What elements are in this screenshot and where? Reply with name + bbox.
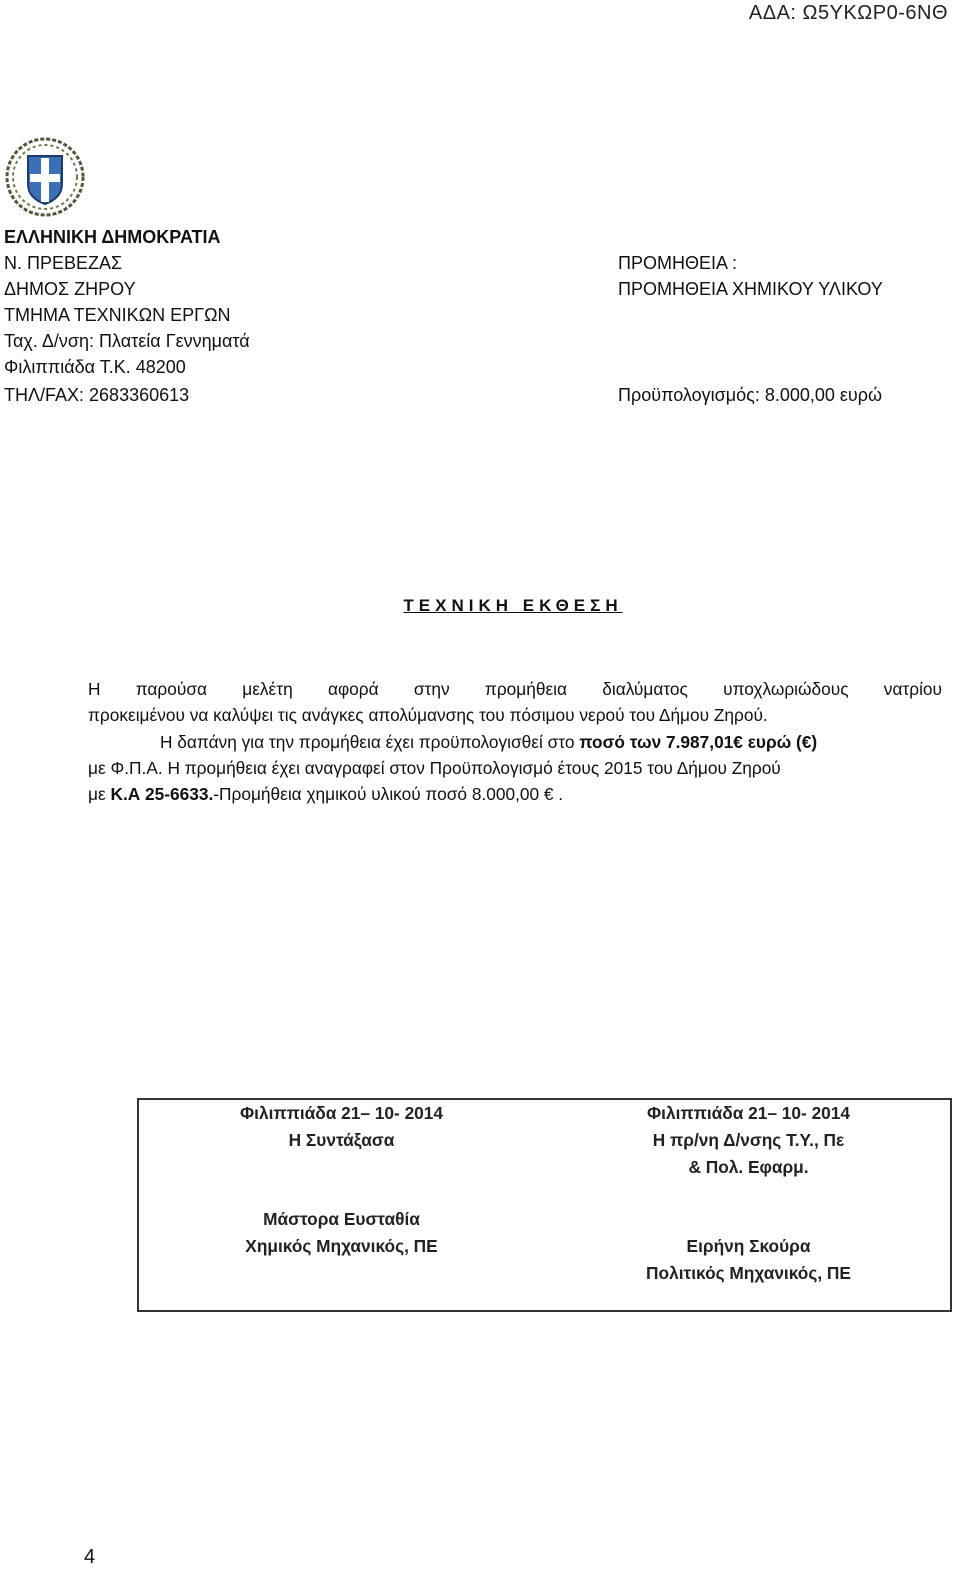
header-prefecture: Ν. ΠΡΕΒΕΖΑΣ bbox=[4, 253, 123, 273]
signature-right-role-2: & Πολ. Εφαρμ. bbox=[688, 1157, 809, 1177]
header-republic: ΕΛΛΗΝΙΚΗ ΔΗΜΟΚΡΑΤΙΑ bbox=[4, 227, 221, 247]
page-number: 4 bbox=[84, 1546, 96, 1568]
project-name: ΠΡΟΜΗΘΕΙΑ ΧΗΜΙΚΟΥ ΥΛΙΚΟΥ bbox=[618, 279, 883, 299]
paragraph-2-line-1-text: Η δαπάνη για την προμήθεια έχει προϋπολογισθεί στο bbox=[160, 732, 580, 752]
signature-right bbox=[546, 1100, 951, 1287]
header-address: Ταχ. Δ/νση: Πλατεία Γεννηματά bbox=[4, 331, 250, 351]
signature-right-name: Ειρήνη Σκούρα bbox=[686, 1236, 811, 1256]
signature-left bbox=[139, 1100, 544, 1260]
project-budget: Προϋπολογισμός: 8.000,00 ευρώ bbox=[618, 385, 883, 405]
paragraph-2-line-3-pre: με bbox=[88, 784, 111, 804]
signature-left-title: Χημικός Μηχανικός, ΠΕ bbox=[245, 1236, 438, 1256]
project-label: ΠΡΟΜΗΘΕΙΑ : bbox=[618, 253, 738, 273]
signature-right-date: Φιλιππιάδα 21– 10- 2014 bbox=[646, 1103, 851, 1123]
signature-left-role: Η Συντάξασα bbox=[288, 1130, 395, 1150]
signature-box bbox=[137, 1098, 952, 1312]
paragraph-2-line-1 bbox=[88, 729, 942, 755]
greek-emblem-icon bbox=[4, 136, 86, 218]
amount-bold: ποσό των 7.987,01€ ευρώ (€) bbox=[579, 732, 818, 752]
header-department: ΤΜΗΜΑ ΤΕΧΝΙΚΩΝ ΕΡΓΩΝ bbox=[4, 305, 231, 325]
header-municipality: ΔΗΜΟΣ ΖΗΡΟΥ bbox=[4, 279, 136, 299]
paragraph-2-line-2: με Φ.Π.Α. Η προμήθεια έχει αναγραφεί στον Προϋπολογισμό έτους 2015 του Δήμου Ζηρού bbox=[88, 758, 781, 778]
paragraph-2-line-3-post: -Προμήθεια χημικού υλικού ποσό 8.000,00 € . bbox=[213, 784, 564, 804]
paragraph-1-line-1: Η παρούσα μελέτη αφορά στην προμήθεια διαλύματος υποχλωριώδους νατρίου bbox=[88, 679, 942, 699]
signature-right-title: Πολιτικός Μηχανικός, ΠΕ bbox=[646, 1263, 851, 1283]
signature-right-role-1: Η πρ/νη Δ/νσης Τ.Υ., Πε bbox=[652, 1130, 845, 1150]
paragraph-2-line-3 bbox=[88, 781, 942, 807]
signature-left-name: Μάστορα Ευσταθία bbox=[263, 1209, 420, 1229]
paragraph-1-line-2: προκειμένου να καλύψει τις ανάγκες απολύμανσης του πόσιμου νερού του Δήμου Ζηρού. bbox=[88, 705, 768, 725]
header-phone: ΤΗΛ/FAX: 2683360613 bbox=[4, 385, 190, 405]
budget-code-bold: Κ.Α 25-6633. bbox=[110, 784, 214, 804]
signature-left-date: Φιλιππιάδα 21– 10- 2014 bbox=[239, 1103, 444, 1123]
report-title: ΤΕΧΝΙΚΗ ΕΚΘΕΣΗ bbox=[403, 596, 623, 615]
ada-code: ΑΔΑ: Ω5ΥΚΩΡ0-6ΝΘ bbox=[748, 2, 948, 24]
header-city: Φιλιππιάδα Τ.Κ. 48200 bbox=[4, 357, 186, 377]
